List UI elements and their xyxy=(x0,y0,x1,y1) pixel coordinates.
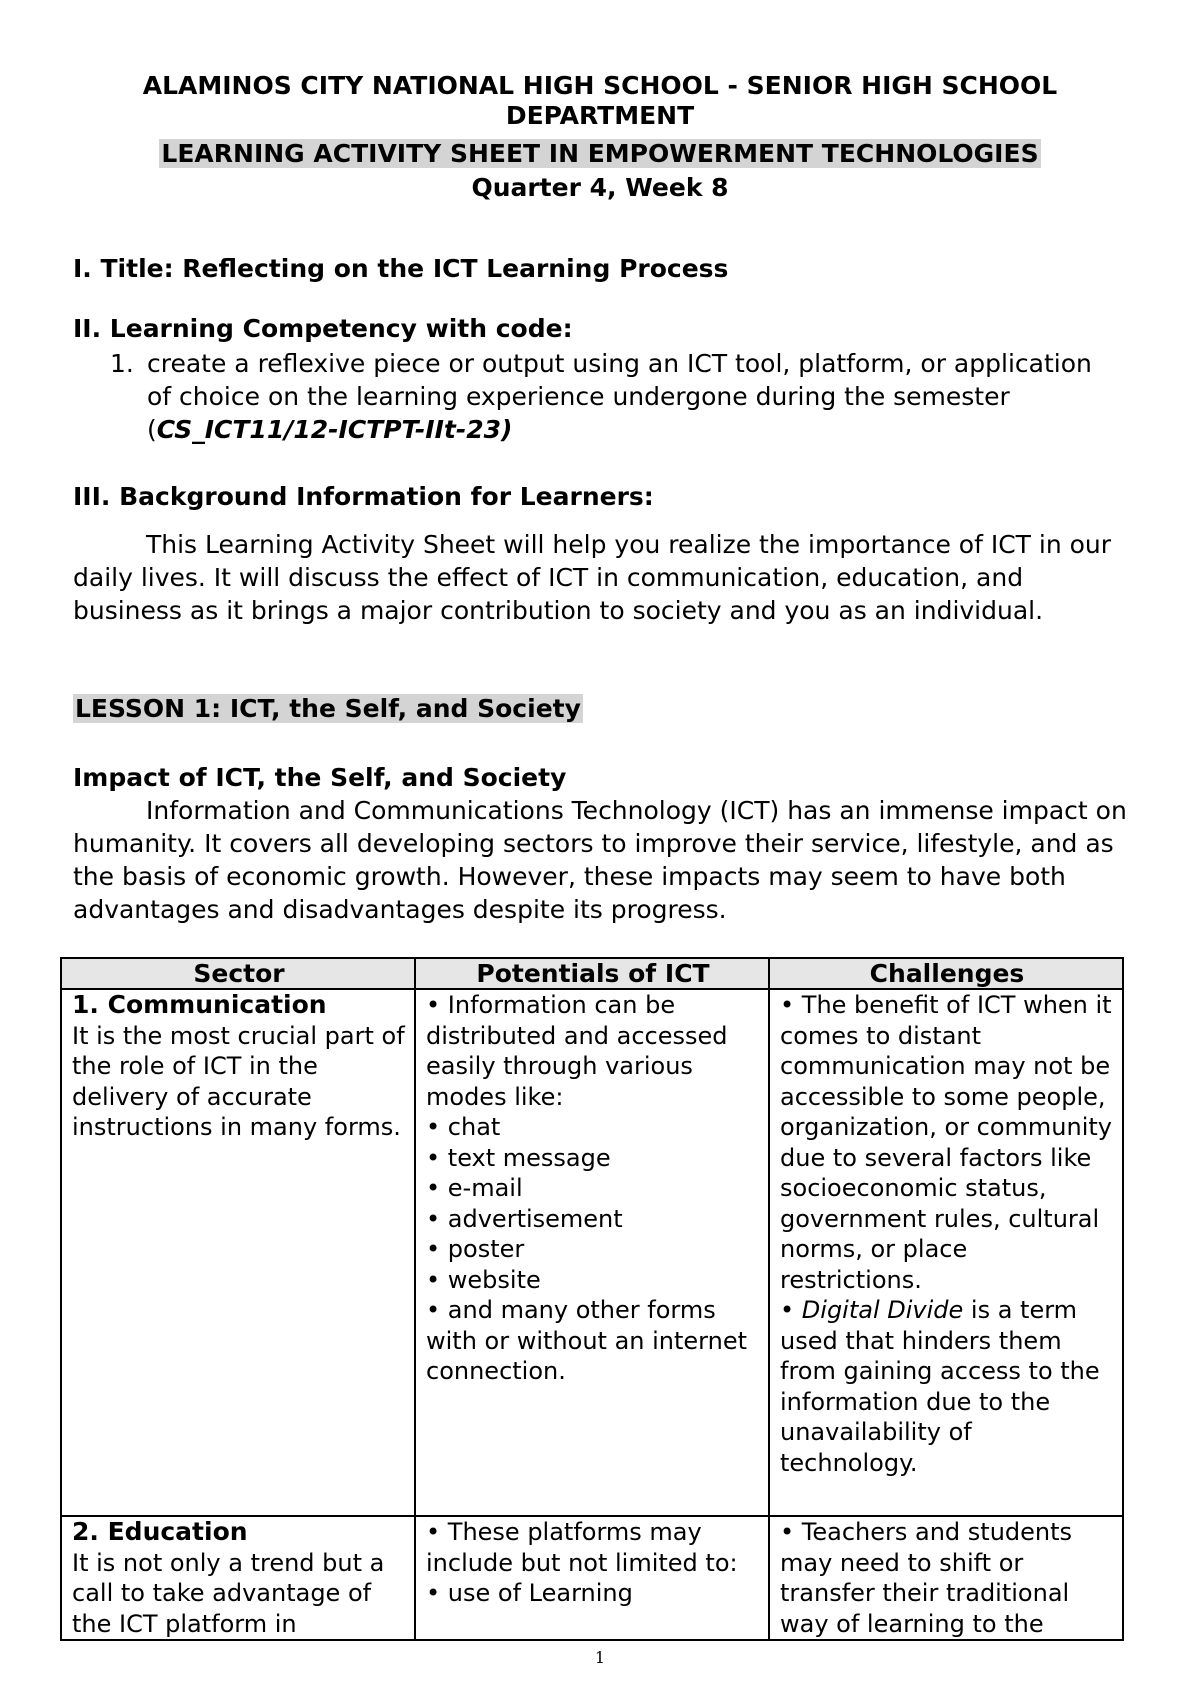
header-challenges: Challenges xyxy=(769,958,1123,989)
list-item: • text message xyxy=(426,1143,611,1172)
competency-number: 1. xyxy=(110,349,134,378)
list-item: • advertisement xyxy=(426,1204,623,1233)
school-name-line2: DEPARTMENT xyxy=(505,101,695,130)
background-heading: III. Background Information for Learners: xyxy=(73,482,654,511)
sector-description: It is not only a trend but a call to take advantage of the ICT platform in xyxy=(72,1548,385,1638)
potentials-cell xyxy=(415,1516,769,1640)
sector-cell xyxy=(61,989,415,1516)
competency-item xyxy=(110,347,1120,446)
challenges-cell xyxy=(769,1516,1123,1640)
sector-description: It is the most crucial part of the role of ICT in the delivery of accurate instructions in many forms. xyxy=(72,1021,405,1141)
table-header-row xyxy=(61,958,1123,989)
quarter-label: Quarter 4, Week 8 xyxy=(471,173,729,202)
bullet: • xyxy=(780,1296,802,1324)
potentials-intro: • These platforms may include but not limited to: xyxy=(426,1518,738,1577)
list-item: • chat xyxy=(426,1113,501,1141)
lesson-heading-text: LESSON 1: ICT, the Self, and Society xyxy=(75,694,581,723)
list-item: • and many other forms with or without an internet connection. xyxy=(426,1296,748,1385)
competency-code: CS_ICT11/12-ICTPT-IIt-23) xyxy=(156,415,513,444)
list-item: • e-mail xyxy=(426,1174,523,1202)
list-item: • poster xyxy=(426,1235,525,1263)
competency-heading: II. Learning Competency with code: xyxy=(73,314,573,343)
school-name-line1: ALAMINOS CITY NATIONAL HIGH SCHOOL - SENIOR HIGH SCHOOL xyxy=(142,71,1058,100)
competency-text: create a reflexive piece or output using an ICT tool, platform, or application of choice on the learning experience undergone during the semester ( xyxy=(147,349,1092,444)
lesson-heading xyxy=(73,693,583,724)
sector-cell xyxy=(61,1516,415,1640)
challenges-cell xyxy=(769,989,1123,1516)
challenge-item: • Teachers and students may need to shift or transfer their traditional way of learning to the xyxy=(780,1518,1073,1638)
header-sector: Sector xyxy=(61,958,415,989)
header-potentials: Potentials of ICT xyxy=(415,958,769,989)
subject-title xyxy=(60,138,1140,169)
ict-impact-table xyxy=(60,957,1124,1641)
subject-title-text: LEARNING ACTIVITY SHEET IN EMPOWERMENT TECHNOLOGIES xyxy=(161,139,1039,168)
challenge-text: is a term used that hinders them from gaining access to the information due to the unavailability of technology. xyxy=(780,1296,1100,1477)
challenge-item: • The benefit of ICT when it comes to distant communication may not be accessible to some people, organization, or community due to several factors like socioeconomic status, government rules, cultural norms, or place restrictions. xyxy=(780,991,1113,1294)
competency-text-block xyxy=(110,347,1120,446)
challenge-item xyxy=(780,1295,1114,1478)
page-number: 1 xyxy=(594,1648,606,1667)
table-row xyxy=(61,989,1123,1516)
table-row xyxy=(61,1516,1123,1640)
list-item: • website xyxy=(426,1265,541,1294)
lesson-subheading: Impact of ICT, the Self, and Society xyxy=(73,763,567,792)
sector-title: 2. Education xyxy=(72,1517,248,1546)
potentials-cell xyxy=(415,989,769,1516)
list-item: • use of Learning xyxy=(426,1579,633,1607)
background-paragraph: This Learning Activity Sheet will help you realize the importance of ICT in our daily lives. It will discuss the effect of ICT in communication, education, and business as it brings a major contribution to society and you as an individual. xyxy=(73,530,1112,625)
potentials-intro: • Information can be distributed and accessed easily through various modes like: xyxy=(426,991,728,1111)
title-section: I. Title: Reflecting on the ICT Learning Process xyxy=(73,254,729,283)
digital-divide-term: Digital Divide xyxy=(801,1296,964,1324)
lesson-paragraph: Information and Communications Technology (ICT) has an immense impact on humanity. It covers all developing sectors to improve their service, lifestyle, and as the basis of economic growth. However, these impacts may seem to have both advantages and disadvantages despite its progress. xyxy=(73,796,1127,924)
sector-title: 1. Communication xyxy=(72,990,327,1019)
